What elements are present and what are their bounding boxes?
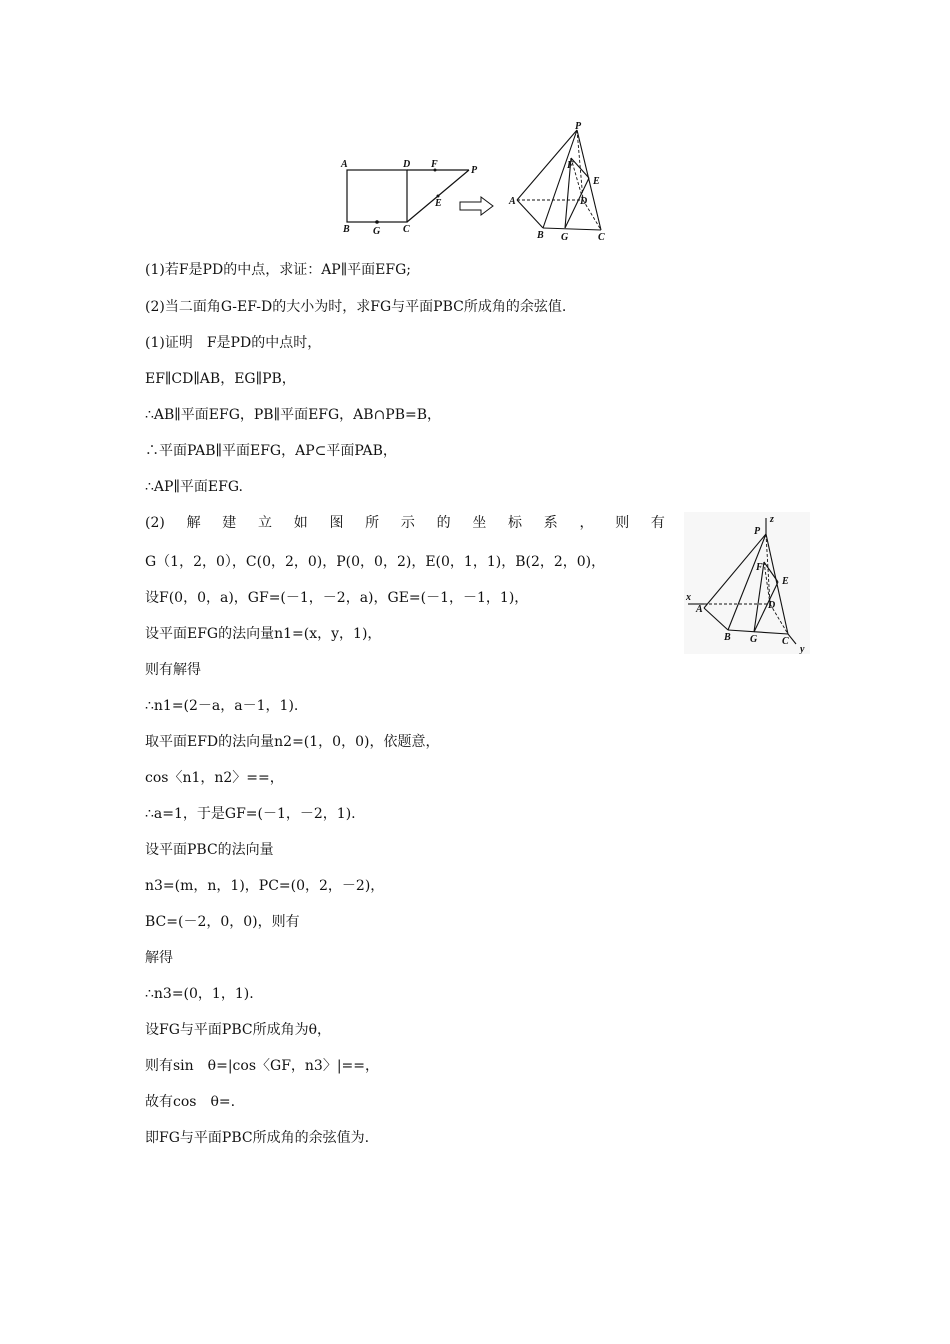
- text-line-6: ∴平面PAB∥平面EFG，AP⊂平面PAB，: [145, 443, 397, 459]
- top-figure-svg: [335, 118, 625, 246]
- label-a: A: [341, 159, 348, 170]
- text-line-12: ∴n1=(2－a，a－1，1).: [145, 698, 299, 714]
- spread-char: 立: [258, 515, 272, 531]
- text-line-3: (1)证明 F是PD的中点时，: [145, 335, 322, 351]
- text-line-14: cos〈n1，n2〉==，: [145, 770, 284, 786]
- pyr-label-a: A: [509, 196, 516, 207]
- coord-label-c: C: [782, 636, 789, 647]
- coord-label-f: F: [756, 562, 763, 573]
- spread-char: 有: [650, 515, 665, 531]
- pyr-label-b: B: [537, 230, 544, 241]
- label-f: F: [431, 159, 438, 170]
- text-line-23: 故有cos θ=.: [145, 1094, 236, 1110]
- text-line-spread: [145, 513, 665, 533]
- spread-char: 建: [222, 515, 237, 531]
- text-line-22: 则有sin θ=|cos〈GF，n3〉|==，: [145, 1058, 380, 1074]
- coord-label-e: E: [782, 576, 789, 587]
- arrow-icon: [460, 197, 493, 215]
- pyr-label-d: D: [580, 196, 588, 207]
- coordinate-figure-svg: [684, 512, 810, 654]
- text-line-19: 解得: [145, 950, 173, 966]
- spread-char: 解: [186, 515, 201, 531]
- text-line-16: 设平面PBC的法向量: [145, 842, 274, 858]
- pyr-label-g: G: [561, 232, 569, 243]
- label-g: G: [373, 226, 381, 237]
- point-g: [375, 220, 379, 224]
- square-abcd: [347, 170, 407, 222]
- coord-label-d: D: [768, 600, 776, 611]
- label-p: P: [471, 165, 478, 176]
- text-line-24: 即FG与平面PBC所成角的余弦值为.: [145, 1130, 370, 1146]
- spread-char: ，: [579, 515, 594, 531]
- top-figure: [335, 118, 625, 246]
- spread-char: 则: [615, 515, 630, 531]
- text-line-13: 取平面EFD的法向量n2=(1，0，0)，依题意，: [145, 734, 440, 750]
- text-line-4: EF∥CD∥AB，EG∥PB，: [145, 371, 296, 387]
- text-line-15: ∴a=1，于是GF=(－1，－2，1).: [145, 806, 356, 822]
- coord-label-b: B: [724, 632, 731, 643]
- pyr-label-e: E: [593, 176, 600, 187]
- label-c: C: [403, 224, 410, 235]
- text-line-11: 则有解得: [145, 662, 201, 678]
- text-line-8: G（1，2，0），C(0，2，0)，P(0，0，2)，E(0，1，1)，B(2，2，0)，: [145, 554, 606, 570]
- text-line-2: (2)当二面角G-EF-D的大小为时，求FG与平面PBC所成角的余弦值.: [145, 299, 567, 315]
- spread-char: 所: [365, 515, 380, 531]
- text-line-21: 设FG与平面PBC所成角为θ，: [145, 1022, 332, 1038]
- label-e: E: [435, 198, 442, 209]
- pyr-label-c: C: [598, 232, 605, 243]
- spread-char: 系: [543, 515, 558, 531]
- text-line-18: BC=(－2，0，0)，则有: [145, 914, 300, 930]
- text-line-9: 设F(0，0，a)，GF=(－1，－2，a)，GE=(－1，－1，1)，: [145, 590, 529, 606]
- spread-char: 标: [508, 515, 523, 531]
- text-line-20: ∴n3=(0，1，1).: [145, 986, 254, 1002]
- text-line-1: (1)若F是PD的中点，求证：AP∥平面EFG;: [145, 262, 412, 278]
- pyr-label-f: F: [567, 160, 574, 171]
- pyr-label-p: P: [575, 121, 582, 132]
- spread-char: (2): [145, 515, 165, 531]
- coord-label-p: P: [754, 526, 761, 537]
- spread-char: 图: [329, 515, 344, 531]
- text-line-10: 设平面EFG的法向量n1=(x，y，1)，: [145, 626, 382, 642]
- spread-char: 坐: [472, 515, 487, 531]
- coord-label-a: A: [696, 604, 703, 615]
- text-line-17: n3=(m，n，1)，PC=(0，2，－2)，: [145, 878, 385, 894]
- coordinate-figure: [684, 512, 810, 654]
- text-line-5: ∴AB∥平面EFG，PB∥平面EFG，AB∩PB=B，: [145, 407, 442, 423]
- spread-char: 示: [400, 515, 415, 531]
- coord-label-x: x: [686, 592, 691, 603]
- label-d: D: [403, 159, 411, 170]
- spread-char: 的: [436, 515, 451, 531]
- spread-char: 如: [293, 515, 308, 531]
- coord-label-g: G: [750, 634, 758, 645]
- coord-label-z: z: [770, 514, 774, 525]
- text-line-7: ∴AP∥平面EFG.: [145, 479, 243, 495]
- label-b: B: [343, 224, 350, 235]
- coord-label-y: y: [800, 644, 805, 654]
